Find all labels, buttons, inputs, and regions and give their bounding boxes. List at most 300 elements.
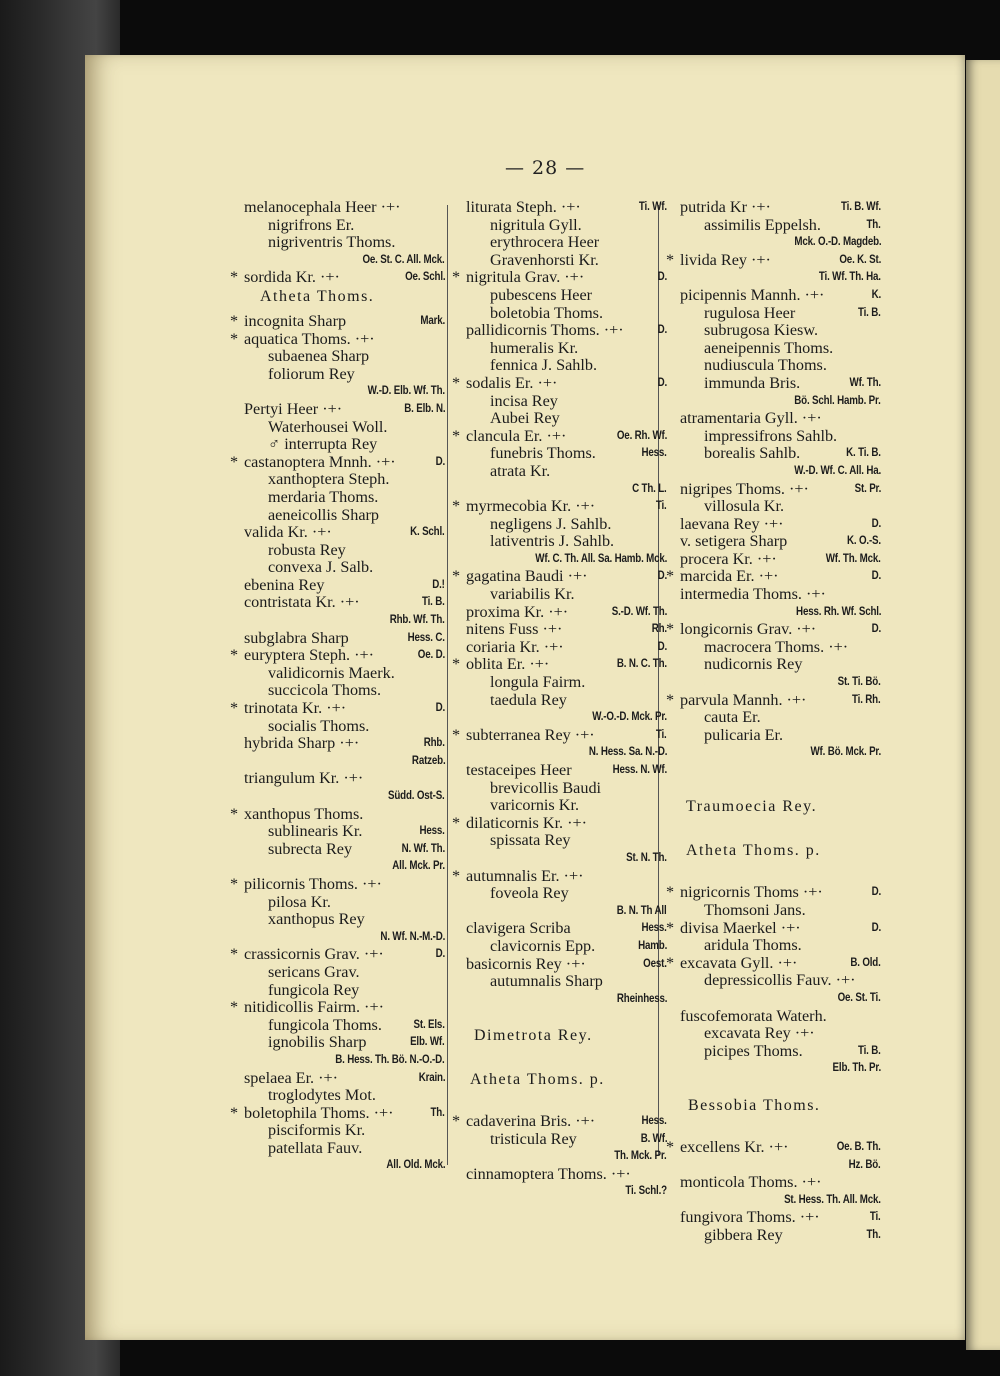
asterisk-marker: * — [666, 1138, 675, 1157]
species-entry — [666, 727, 881, 745]
species-entry — [666, 823, 881, 841]
species-name: incisa Rey — [490, 391, 558, 410]
asterisk-marker: * — [230, 699, 239, 718]
genus-heading: Traumoecia Rey. — [686, 798, 818, 816]
species-name: depressicollis Fauv. ·+· — [704, 971, 856, 990]
species-name: autumnalis Er. ·+· — [466, 866, 584, 885]
species-entry — [230, 894, 445, 912]
distribution-note: Oe. B. Th. — [837, 1141, 881, 1154]
species-entry — [452, 234, 667, 252]
distribution-note: Hess. — [641, 1115, 667, 1128]
distribution-note: B. N. C. Th. — [616, 658, 667, 671]
species-entry — [230, 217, 445, 235]
species-name: troglodytes Mot. — [268, 1086, 376, 1105]
species-entry — [666, 1008, 881, 1026]
species-name: pilicornis Thoms. ·+· — [244, 874, 382, 893]
species-entry — [452, 956, 667, 974]
asterisk-marker: * — [666, 953, 675, 972]
species-name: proxima Kr. ·+· — [466, 602, 569, 621]
distribution-note: Krain. — [418, 1071, 445, 1084]
species-entry — [230, 1070, 445, 1088]
genus-heading: Bessobia Thoms. — [688, 1096, 821, 1114]
species-name: aridula Thoms. — [704, 936, 802, 955]
genus-heading: Atheta Thoms. — [260, 287, 375, 305]
distribution-note: B. N. Th All — [617, 904, 667, 917]
species-entry — [452, 920, 667, 938]
species-entry — [230, 401, 445, 419]
species-entry — [230, 858, 445, 876]
species-entry — [452, 1131, 667, 1149]
species-entry — [230, 507, 445, 525]
distribution-note: Ti. B. — [858, 1044, 881, 1057]
species-entry — [666, 481, 881, 499]
species-name: erythrocera Heer — [490, 233, 600, 252]
distribution-note: B. Old. — [850, 956, 881, 969]
species-entry — [230, 735, 445, 753]
species-name: Gravenhorsti Kr. — [490, 250, 599, 269]
distribution-note: St. Ti. Bö. — [837, 676, 881, 689]
species-name: varicornis Kr. — [490, 796, 580, 815]
distribution-note: Th. — [866, 1229, 881, 1242]
distribution-note: D. — [657, 570, 667, 583]
species-entry — [666, 551, 881, 569]
species-entry — [452, 269, 667, 287]
species-entry — [666, 533, 881, 551]
species-name: fennica J. Sahlb. — [490, 356, 597, 375]
species-column-1 — [230, 199, 445, 1175]
species-name: negligens J. Sahlb. — [490, 514, 612, 533]
species-entry — [230, 559, 445, 577]
asterisk-marker: * — [452, 725, 461, 744]
species-name: ebenina Rey — [244, 575, 325, 594]
species-name: villosula Kr. — [704, 497, 785, 516]
genus-heading: Atheta Thoms. p. — [470, 1070, 605, 1088]
species-entry — [230, 313, 445, 331]
species-entry — [666, 692, 881, 710]
species-name: robusta Rey — [268, 540, 346, 559]
species-entry — [452, 498, 667, 516]
species-name: foliorum Rey — [268, 364, 355, 383]
species-entry — [452, 516, 667, 534]
species-entry — [452, 393, 667, 411]
species-entry — [452, 868, 667, 886]
distribution-note: S.-D. Wf. Th. — [611, 605, 667, 618]
species-name: longicornis Grav. ·+· — [680, 620, 817, 639]
species-entry — [230, 577, 445, 595]
distribution-note: Rhb. Wf. Th. — [390, 614, 445, 627]
species-entry — [666, 234, 881, 252]
species-entry — [666, 410, 881, 428]
species-name: nitidicollis Fairm. ·+· — [244, 998, 384, 1017]
species-entry — [666, 445, 881, 463]
species-entry — [666, 937, 881, 955]
species-entry — [230, 946, 445, 964]
species-name: coriaria Kr. ·+· — [466, 637, 564, 656]
species-name: ♂ interrupta Rey — [268, 435, 378, 454]
species-name: clancula Er. ·+· — [466, 426, 567, 445]
species-name: aquatica Thoms. ·+· — [244, 329, 375, 348]
species-entry — [666, 340, 881, 358]
species-entry — [452, 938, 667, 956]
species-name: boletobia Thoms. — [490, 303, 604, 322]
species-entry — [452, 217, 667, 235]
species-entry — [666, 780, 881, 798]
species-entry — [666, 1192, 881, 1210]
species-name: excavata Rey ·+· — [704, 1024, 815, 1043]
species-name: nigritula Grav. ·+· — [466, 268, 585, 287]
species-entry — [230, 1052, 445, 1070]
species-entry — [452, 305, 667, 323]
species-name: livida Rey ·+· — [680, 250, 771, 269]
distribution-note: B. Hess. Th. Bö. N.-O.-D. — [335, 1053, 445, 1066]
species-name: subterranea Rey ·+· — [466, 725, 595, 744]
distribution-note: Ti. B. — [858, 306, 881, 319]
asterisk-marker: * — [230, 268, 239, 287]
species-name: picipennis Mannh. ·+· — [680, 285, 825, 304]
species-name: fungivora Thoms. ·+· — [680, 1208, 820, 1227]
species-name: borealis Sahlb. — [704, 444, 801, 463]
species-entry — [452, 815, 667, 833]
species-entry — [452, 533, 667, 551]
asterisk-marker: * — [452, 813, 461, 832]
species-entry — [452, 1096, 667, 1114]
species-name: divisa Maerkel ·+· — [680, 918, 801, 937]
species-name: nigrifrons Er. — [268, 215, 355, 234]
species-entry — [452, 780, 667, 798]
species-entry — [452, 1113, 667, 1131]
asterisk-marker: * — [452, 655, 461, 674]
distribution-note: N. Wf. N.-M.-D. — [380, 930, 445, 943]
species-entry — [666, 516, 881, 534]
asterisk-marker: * — [452, 866, 461, 885]
species-name: nigriventris Thoms. — [268, 233, 396, 252]
species-entry — [666, 375, 881, 393]
species-entry — [230, 1087, 445, 1105]
asterisk-marker: * — [666, 918, 675, 937]
facing-page-edge — [966, 60, 1000, 1350]
species-name: assimilis Eppelsh. — [704, 215, 821, 234]
species-entry — [230, 788, 445, 806]
distribution-note: Oe. Schl. — [404, 271, 445, 284]
species-entry — [666, 1157, 881, 1175]
species-name: euryptera Steph. ·+· — [244, 646, 375, 665]
species-name: sordida Kr. ·+· — [244, 268, 340, 287]
distribution-note: D. — [657, 271, 667, 284]
species-entry — [230, 542, 445, 560]
distribution-note: Hz. Bö. — [849, 1158, 881, 1171]
species-entry — [452, 199, 667, 217]
species-entry — [452, 727, 667, 745]
species-name: taedula Rey — [490, 690, 567, 709]
distribution-note: D. — [657, 324, 667, 337]
species-name: pallidicornis Thoms. ·+· — [466, 321, 624, 340]
species-entry — [666, 463, 881, 481]
species-entry — [452, 357, 667, 375]
species-entry — [230, 1122, 445, 1140]
species-name: intermedia Thoms. ·+· — [680, 585, 826, 604]
asterisk-marker: * — [452, 268, 461, 287]
species-entry — [452, 850, 667, 868]
species-name: merdaria Thoms. — [268, 487, 379, 506]
species-name: fungicola Thoms. — [268, 1015, 382, 1034]
asterisk-marker: * — [666, 690, 675, 709]
distribution-note: Oest. — [643, 957, 667, 970]
distribution-note: Hess. — [641, 447, 667, 460]
species-name: pulicaria Er. — [704, 725, 784, 744]
species-entry — [452, 991, 667, 1009]
species-entry — [666, 322, 881, 340]
distribution-note: Ti. — [870, 1211, 881, 1224]
page-number: — 28 — — [505, 157, 586, 179]
species-name: funebris Thoms. — [490, 444, 596, 463]
distribution-note: Oe. K. St. — [839, 253, 881, 266]
species-name: longula Fairm. — [490, 673, 586, 692]
distribution-note: Wf. Th. — [849, 376, 881, 389]
species-entry — [230, 999, 445, 1017]
species-entry — [452, 252, 667, 270]
species-entry — [230, 806, 445, 824]
distribution-note: Wf. C. Th. All. Sa. Hamb. Mck. — [535, 552, 667, 565]
species-entry — [452, 1166, 667, 1184]
species-entry — [230, 383, 445, 401]
species-entry — [666, 305, 881, 323]
species-name: basicornis Rey ·+· — [466, 954, 586, 973]
species-name: tristicula Rey — [490, 1129, 577, 1148]
distribution-note: Rh. — [651, 623, 667, 636]
species-entry — [666, 920, 881, 938]
species-entry — [452, 709, 667, 727]
species-entry — [666, 1025, 881, 1043]
species-entry — [230, 876, 445, 894]
species-entry — [452, 656, 667, 674]
distribution-note: Rheinhess. — [616, 992, 667, 1005]
species-entry — [666, 1122, 881, 1140]
distribution-note: Elb. Wf. — [410, 1036, 445, 1049]
species-column-3 — [666, 199, 881, 1245]
species-name: rugulosa Heer — [704, 303, 796, 322]
distribution-note: Wf. Th. Mck. — [826, 552, 881, 565]
distribution-note: D. — [435, 948, 445, 961]
distribution-note: W.-O.-D. Mck. Pr. — [592, 711, 667, 724]
asterisk-marker: * — [666, 620, 675, 639]
distribution-note: D. — [871, 517, 881, 530]
species-entry — [230, 419, 445, 437]
distribution-note: Ti. B. — [422, 596, 445, 609]
species-name: aeneipennis Thoms. — [704, 338, 834, 357]
species-entry — [452, 551, 667, 569]
distribution-note: Bö. Schl. Hamb. Pr. — [794, 394, 881, 407]
species-name: oblita Er. ·+· — [466, 655, 550, 674]
species-entry — [666, 744, 881, 762]
species-name: liturata Steph. ·+· — [466, 198, 581, 216]
species-entry — [230, 594, 445, 612]
species-name: Waterhousei Woll. — [268, 417, 388, 436]
species-entry — [230, 1157, 445, 1175]
species-name: monticola Thoms. ·+· — [680, 1173, 822, 1192]
species-entry — [230, 964, 445, 982]
species-entry — [666, 357, 881, 375]
asterisk-marker: * — [666, 883, 675, 902]
asterisk-marker: * — [452, 497, 461, 516]
species-entry — [452, 762, 667, 780]
distribution-note: Oe. St. C. All. Mck. — [362, 253, 445, 266]
distribution-note: Elb. Th. Pr. — [832, 1062, 881, 1075]
species-entry — [666, 867, 881, 885]
distribution-note: St. N. Th. — [626, 851, 667, 864]
species-name: atramentaria Gyll. ·+· — [680, 409, 822, 428]
species-entry — [230, 1140, 445, 1158]
species-entry — [666, 287, 881, 305]
species-entry — [666, 1078, 881, 1096]
distribution-note: Ti. B. Wf. — [841, 201, 881, 213]
asterisk-marker: * — [230, 329, 239, 348]
species-name: lativentris J. Sahlb. — [490, 532, 615, 551]
species-name: subglabra Sharp — [244, 628, 349, 647]
species-entry — [452, 586, 667, 604]
species-name: aeneicollis Sharp — [268, 505, 380, 524]
species-entry — [452, 797, 667, 815]
distribution-note: D. — [871, 886, 881, 899]
species-entry — [666, 621, 881, 639]
distribution-note: All. Mck. Pr. — [392, 860, 445, 873]
species-name: cadaverina Bris. ·+· — [466, 1112, 596, 1131]
species-name: nudiuscula Thoms. — [704, 356, 827, 375]
species-entry — [666, 639, 881, 657]
species-name: castanoptera Mnnh. ·+· — [244, 452, 396, 471]
species-entry — [452, 1008, 667, 1026]
species-name: ignobilis Sharp — [268, 1033, 367, 1052]
species-entry — [452, 692, 667, 710]
species-entry — [230, 841, 445, 859]
distribution-note: Th. — [430, 1106, 445, 1119]
species-entry — [452, 287, 667, 305]
species-entry — [452, 568, 667, 586]
distribution-note: Hess. N. Wf. — [612, 764, 667, 776]
species-name: excavata Gyll. ·+· — [680, 953, 798, 972]
species-name: nigripes Thoms. ·+· — [680, 479, 809, 498]
species-name: sericans Grav. — [268, 962, 360, 981]
species-entry — [230, 700, 445, 718]
species-entry — [230, 524, 445, 542]
species-name: pubescens Heer — [490, 285, 593, 304]
distribution-note: K. O.-S. — [847, 535, 881, 548]
asterisk-marker: * — [452, 1112, 461, 1131]
species-entry — [230, 331, 445, 349]
species-entry — [452, 1183, 667, 1201]
species-name: immunda Bris. — [704, 373, 801, 392]
species-entry — [230, 612, 445, 630]
species-entry — [666, 428, 881, 446]
species-entry — [666, 990, 881, 1008]
species-entry — [230, 911, 445, 929]
species-name: impressifrons Sahlb. — [704, 426, 838, 445]
species-entry — [230, 489, 445, 507]
species-entry — [666, 586, 881, 604]
species-entry — [452, 674, 667, 692]
species-entry — [230, 982, 445, 1000]
species-entry — [452, 481, 667, 499]
species-name: variabilis Kr. — [490, 585, 575, 604]
species-name: xanthoptera Steph. — [268, 470, 390, 489]
species-entry — [230, 630, 445, 648]
species-entry — [230, 1105, 445, 1123]
distribution-note: B. Elb. N. — [403, 402, 445, 415]
species-entry — [230, 366, 445, 384]
species-name: Aubei Rey — [490, 409, 560, 428]
species-name: brevicollis Baudi — [490, 778, 602, 797]
species-entry — [230, 682, 445, 700]
species-name: putrida Kr ·+· — [680, 198, 771, 216]
asterisk-marker: * — [230, 452, 239, 471]
species-name: Pertyi Heer ·+· — [244, 399, 343, 418]
species-name: xanthopus Thoms. — [244, 804, 364, 823]
genus-heading: Dimetrota Rey. — [474, 1026, 593, 1044]
species-entry — [230, 471, 445, 489]
species-name: nigritula Gyll. — [490, 215, 582, 234]
species-entry — [666, 604, 881, 622]
asterisk-marker: * — [230, 311, 239, 330]
species-name: subrecta Rey — [268, 839, 353, 858]
species-entry — [666, 1227, 881, 1245]
distribution-note: C Th. L. — [632, 482, 667, 495]
species-name: nitens Fuss ·+· — [466, 620, 563, 639]
species-name: contristata Kr. ·+· — [244, 593, 360, 612]
species-name: crassicornis Grav. ·+· — [244, 945, 384, 964]
distribution-note: Hamb. — [637, 939, 667, 952]
species-entry — [452, 463, 667, 481]
species-name: socialis Thoms. — [268, 716, 370, 735]
species-entry — [452, 1052, 667, 1070]
asterisk-marker: * — [230, 945, 239, 964]
species-entry — [230, 823, 445, 841]
species-entry — [452, 340, 667, 358]
asterisk-marker: * — [452, 567, 461, 586]
species-entry — [666, 1209, 881, 1227]
asterisk-marker: * — [666, 250, 675, 269]
distribution-note: Hess. Rh. Wf. Schl. — [795, 605, 881, 618]
species-entry — [230, 647, 445, 665]
species-name: fungicola Rey — [268, 980, 360, 999]
species-entry — [666, 709, 881, 727]
distribution-note: Oe. St. Ti. — [837, 991, 881, 1004]
species-entry — [452, 322, 667, 340]
distribution-note: D. — [657, 376, 667, 389]
species-entry — [230, 234, 445, 252]
species-name: picipes Thoms. — [704, 1041, 803, 1060]
species-name: sodalis Er. ·+· — [466, 373, 558, 392]
distribution-note: Hess. C. — [407, 631, 445, 644]
distribution-note: Hess. — [419, 825, 445, 838]
species-name: autumnalis Sharp — [490, 972, 603, 991]
distribution-note: Oe. Rh. Wf. — [616, 429, 667, 442]
distribution-note: Ti. Schl.? — [625, 1185, 667, 1198]
species-entry — [230, 199, 445, 217]
species-name: marcida Er. ·+· — [680, 567, 779, 586]
column-divider — [447, 205, 448, 1165]
genus-heading: Atheta Thoms. p. — [686, 841, 821, 859]
species-name: procera Kr. ·+· — [680, 549, 777, 568]
distribution-note: K. Schl. — [410, 526, 445, 539]
species-name: sublinearis Kr. — [268, 822, 363, 841]
species-name: xanthopus Rey — [268, 910, 365, 929]
asterisk-marker: * — [452, 373, 461, 392]
species-entry — [452, 744, 667, 762]
distribution-note: D.! — [432, 578, 445, 591]
species-name: clavicornis Epp. — [490, 936, 596, 955]
species-name: dilaticornis Kr. ·+· — [466, 813, 588, 832]
distribution-note: D. — [657, 640, 667, 653]
species-name: excellens Kr. ·+· — [680, 1138, 789, 1157]
